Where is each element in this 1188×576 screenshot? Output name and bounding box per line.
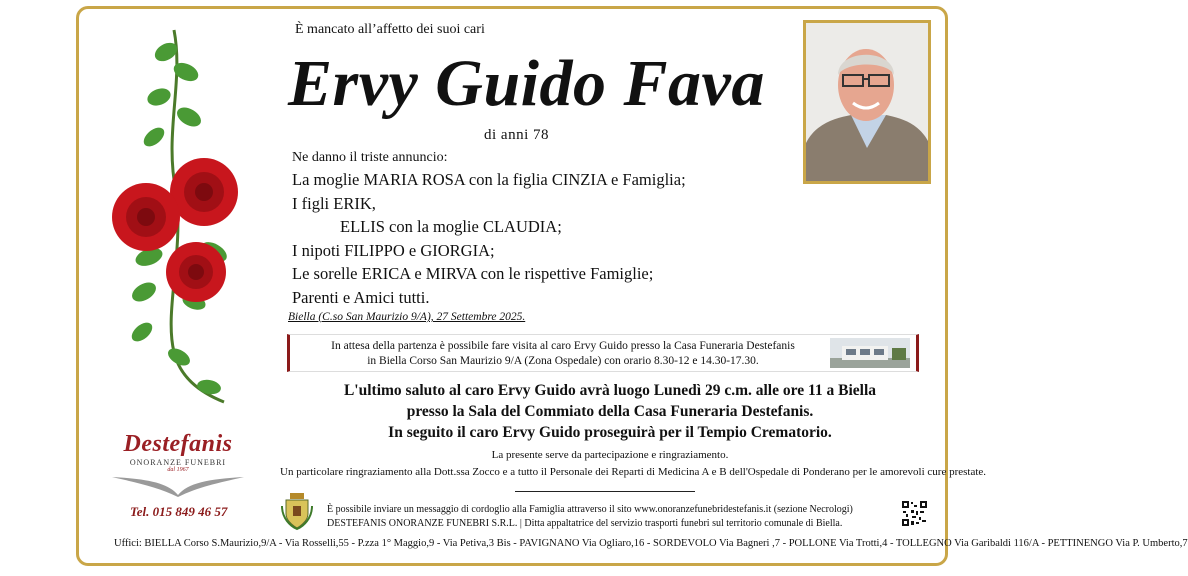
mourner-line: ELLIS con la moglie CLAUDIA; (340, 217, 562, 236)
visit-info-box (287, 334, 919, 372)
footer-line: È possibile inviare un messaggio di cordoglio alla Famiglia attraverso il sito www.onoranzefunebridestefanis.it (sezione Necrologi) (327, 504, 853, 515)
logo-brand: Destefanis (123, 431, 233, 457)
qr-code-icon[interactable] (902, 501, 927, 526)
funeral-home-photo (830, 338, 910, 368)
participation-notice: La presente serve da partecipazione e ringraziamento. (491, 449, 729, 461)
age-text: di anni 78 (484, 127, 549, 143)
mourner-line: La moglie MARIA ROSA con la figlia CINZIA e Famiglia; (292, 170, 686, 189)
municipal-crest-icon (280, 492, 314, 530)
footer-message (327, 503, 853, 531)
divider (515, 491, 695, 492)
thanks-notice: Un particolare ringraziamento alla Dott.ssa Zocco e a tutto il Personale dei Reparti di Medicina A e B dell'Ospedale di Ponderano per le amorevoli cure prestate. (280, 466, 987, 478)
offices-list: Uffici: BIELLA Corso S.Maurizio,9/A - Via Rosselli,55 - P.zza 1° Maggio,9 - Via Petiva,3 Bis - PAVIGNANO Via Ogliaro,16 - SORDEVOLO Via Bagneri ,7 - POLLONE Via Trotti,4 - TOLLEGNO Via Garibaldi 116/A - PETTINENGO Via P. Umberto,7 (114, 538, 1188, 549)
farewell-text (280, 380, 940, 443)
mourner-line: I figli ERIK, (292, 193, 376, 213)
roses-illustration (104, 22, 254, 412)
mourner-line: I nipoti FILIPPO e GIORGIA; (292, 240, 495, 260)
mourners-list (292, 168, 686, 309)
visit-line: In attesa della partenza è possibile fare visita al caro Ervy Guido presso la Casa Funeraria Destefanis (331, 340, 795, 352)
destefanis-logo (108, 432, 248, 504)
logo-since: dal 1967 (167, 467, 189, 473)
visit-line: in Biella Corso San Maurizio 9/A (Zona Ospedale) con orario 8.30-12 e 14.30-17.30. (367, 355, 759, 367)
farewell-line: L'ultimo saluto al caro Ervy Guido avrà luogo Lunedì 29 c.m. alle ore 11 a Biella (343, 382, 877, 399)
phone-number: Tel. 015 849 46 57 (130, 504, 228, 519)
visit-text (298, 339, 828, 369)
intro-text: È mancato all’affetto dei suoi cari (295, 22, 485, 37)
farewell-line: presso la Sala del Commiato della Casa Funeraria Destefanis. (406, 403, 814, 420)
deceased-name: Ervy Guido Fava (288, 47, 765, 120)
portrait-photo (803, 20, 931, 184)
farewell-line: In seguito il caro Ervy Guido proseguirà per il Tempio Crematorio. (388, 424, 832, 441)
logo-wings-icon (108, 473, 248, 499)
mourner-line: Le sorelle ERICA e MIRVA con le rispettive Famiglie; (292, 264, 654, 283)
announce-text: Ne danno il triste annuncio: (292, 150, 448, 165)
place-date: Biella (C.so San Maurizio 9/A), 27 Settembre 2025. (288, 311, 526, 323)
logo-subtitle: ONORANZE FUNEBRI (129, 458, 227, 467)
footer-line: DESTEFANIS ONORANZE FUNEBRI S.R.L. | Ditta appaltatrice del servizio trasporti funebri sul territorio comunale di Biella. (327, 518, 843, 529)
mourner-line: Parenti e Amici tutti. (292, 287, 430, 307)
